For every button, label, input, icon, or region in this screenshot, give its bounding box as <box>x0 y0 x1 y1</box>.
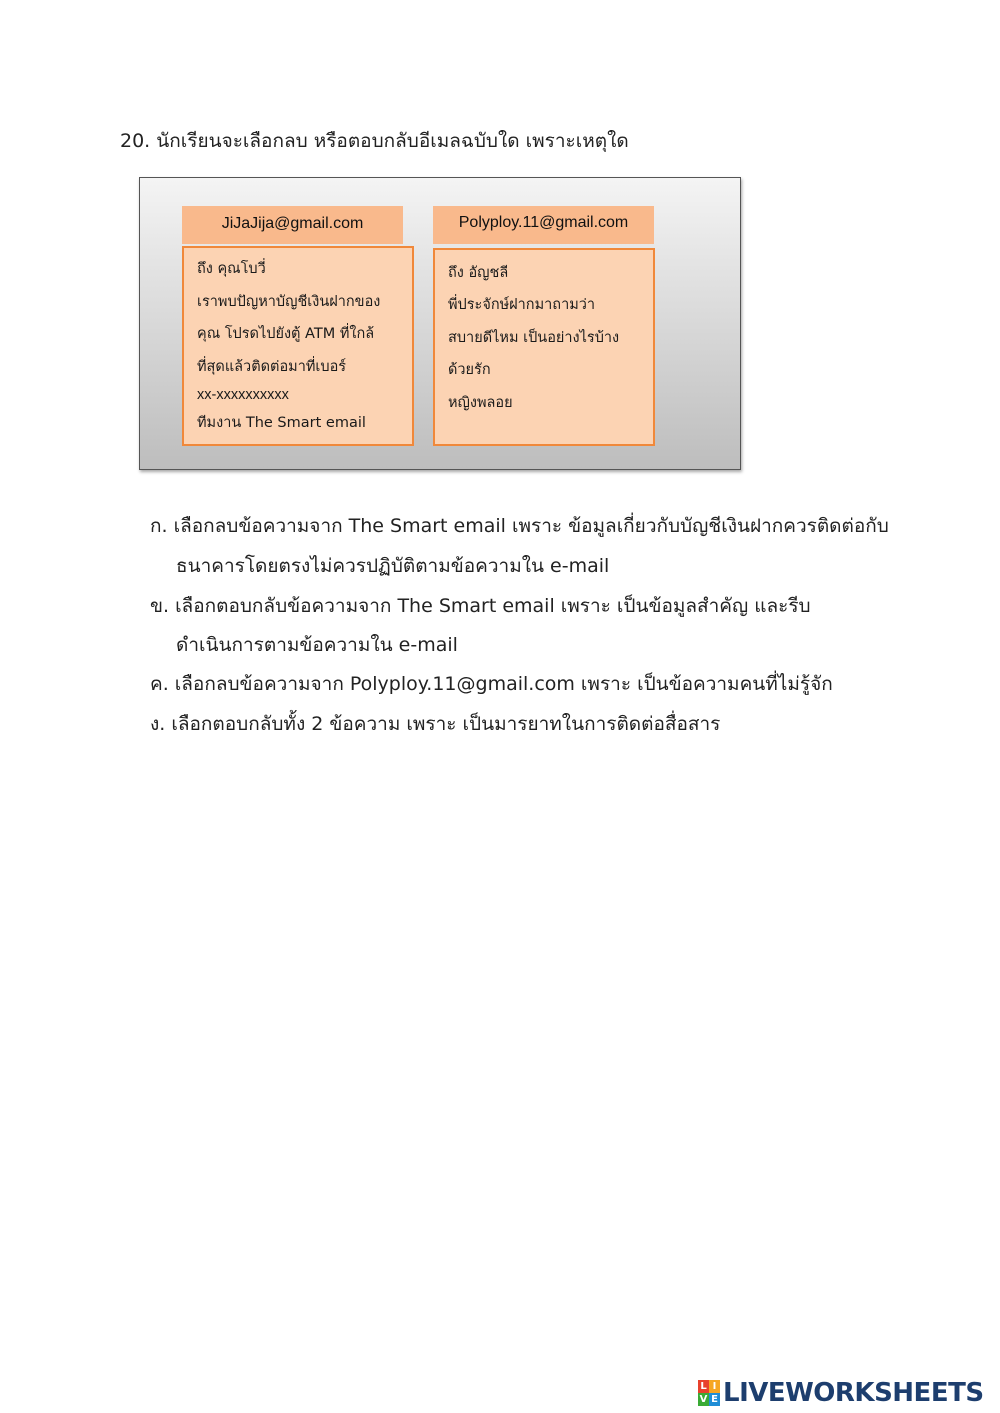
email-1-line: ถึง คุณโบวี่ <box>197 261 266 277</box>
email-2-sender: Polyploy.11@gmail.com <box>433 206 654 244</box>
email-figure <box>139 177 741 470</box>
email-1-line: ทีมงาน The Smart email <box>197 415 366 431</box>
logo-mark-letter: L <box>698 1380 709 1393</box>
choice-b: ข. เลือกตอบกลับข้อความจาก The Smart email เพราะ เป็นข้อมูลสำคัญ และรีบ <box>150 595 811 617</box>
choice-a-continued: ธนาคารโดยตรงไม่ควรปฏิบัติตามข้อความใน e-mail <box>176 555 610 577</box>
email-2-line: ด้วยรัก <box>448 362 491 378</box>
email-1-line: เราพบปัญหาบัญชีเงินฝากของ <box>197 294 381 310</box>
liveworksheets-logo <box>698 1377 984 1409</box>
logo-mark-letter: I <box>709 1380 720 1393</box>
choice-b-continued: ดำเนินการตามข้อความใน e-mail <box>176 634 458 656</box>
choice-c: ค. เลือกลบข้อความจาก Polyploy.11@gmail.com เพราะ เป็นข้อความคนที่ไม่รู้จัก <box>150 673 833 695</box>
choice-d: ง. เลือกตอบกลับทั้ง 2 ข้อความ เพราะ เป็นมารยาทในการติดต่อสื่อสาร <box>150 713 721 735</box>
email-1-line: ที่สุดแล้วติดต่อมาที่เบอร์ <box>197 359 347 375</box>
email-1-sender: JiJaJija@gmail.com <box>182 206 403 244</box>
email-2-line: สบายดีไหม เป็นอย่างไรบ้าง <box>448 330 620 346</box>
logo-mark-letter: E <box>709 1393 720 1406</box>
email-2-body <box>433 248 655 446</box>
logo-mark-letter: V <box>699 1394 708 1405</box>
logo-mark-icon <box>698 1380 720 1406</box>
email-2-line: พี่ประจักษ์ฝากมาถามว่า <box>448 297 596 313</box>
email-1-line: คุณ โปรดไปยังตู้ ATM ที่ใกล้ <box>197 326 375 342</box>
email-2-line: ถึง อัญชลี <box>448 265 509 281</box>
email-1-line: xx-xxxxxxxxxx <box>197 387 289 403</box>
question-text: 20. นักเรียนจะเลือกลบ หรือตอบกลับอีเมลฉบับใด เพราะเหตุใด <box>120 130 629 152</box>
logo-text: LIVEWORKSHEETS <box>723 1378 984 1408</box>
email-2-line: หญิงพลอย <box>448 395 513 411</box>
email-1-body <box>182 246 414 446</box>
choice-a: ก. เลือกลบข้อความจาก The Smart email เพราะ ข้อมูลเกี่ยวกับบัญชีเงินฝากควรติดต่อกับ <box>150 515 889 537</box>
